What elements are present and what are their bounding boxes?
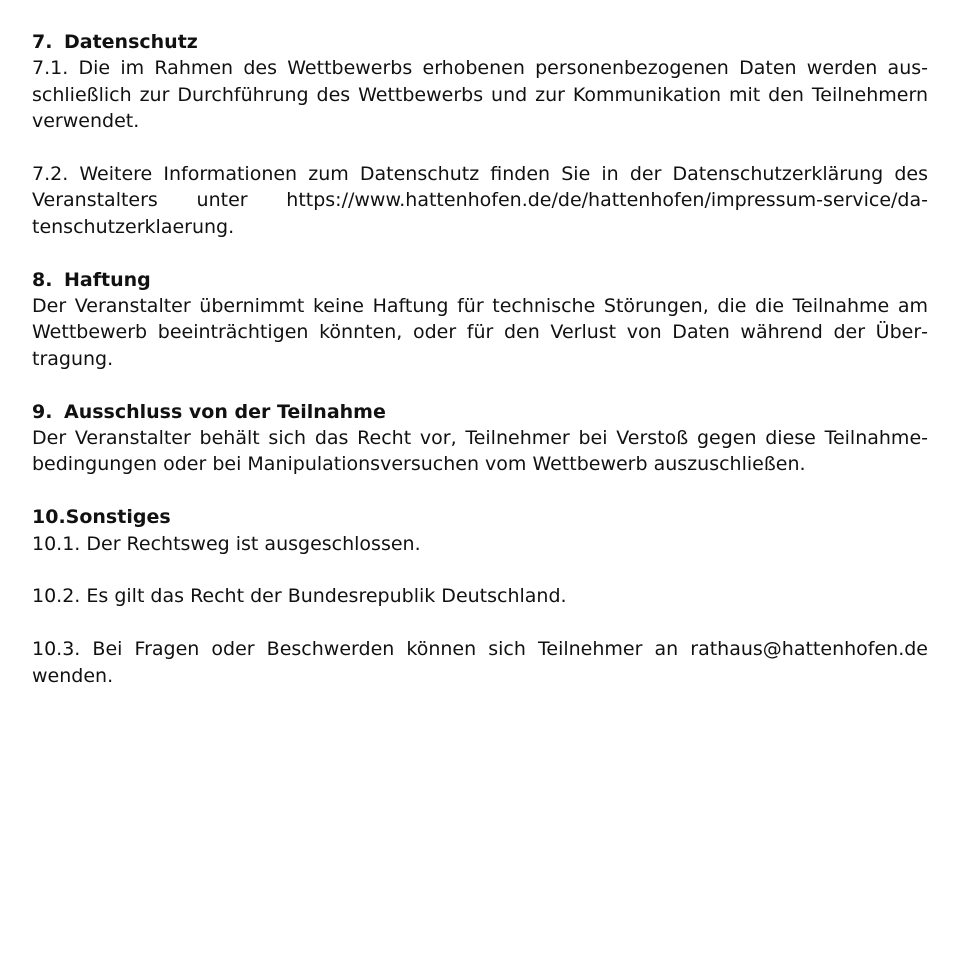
section-sonstiges (32, 504, 928, 689)
section-haftung (32, 267, 928, 373)
section-title: Haftung (64, 268, 151, 291)
paragraph: 7.2. Weitere Informationen zum Datenschutz finden Sie in der Datenschutzerklärung des Veranstalters unter https://www.hattenhofen.de/de/hattenhofen/impressum-service/datenschutzerklaerung. (32, 163, 928, 238)
section-number: 9. (32, 400, 53, 423)
paragraph: 10.1. Der Rechtsweg ist ausgeschlossen. (32, 532, 421, 555)
paragraph: 10.3. Bei Fragen oder Beschwerden können sich Teilnehmer an rathaus@hattenhofen.de wenden. (32, 638, 928, 687)
section-heading (32, 29, 928, 55)
section-datenschutz (32, 29, 928, 240)
section-number: 10. (32, 506, 66, 529)
document-page (32, 29, 928, 689)
section-title: Sonstiges (65, 506, 171, 529)
paragraph: Der Veranstalter übernimmt keine Haftung für technische Störungen, die die Teilnahme am Wettbewerb beeinträchtigen könnten, oder für den Verlust von Daten während der Übertragung. (32, 295, 928, 370)
paragraph: Der Veranstalter behält sich das Recht vor, Teilnehmer bei Verstoß gegen diese Teilnahmebedingungen oder bei Manipulationsversuchen vom Wettbewerb auszuschließen. (32, 427, 928, 476)
section-heading (32, 504, 928, 530)
section-heading (32, 399, 928, 425)
section-number: 8. (32, 268, 53, 291)
section-title: Datenschutz (64, 31, 198, 53)
section-title: Ausschluss von der Teilnahme (64, 400, 386, 423)
paragraph: 7.1. Die im Rahmen des Wettbewerbs erhobenen personenbezogenen Daten werden ausschließlich zur Durchführung des Wettbewerbs und zur Kommunikation mit den Teilnehmern verwendet. (32, 57, 928, 133)
paragraph: 10.2. Es gilt das Recht der Bundesrepublik Deutschland. (32, 585, 567, 608)
section-number: 7. (32, 31, 53, 53)
section-heading (32, 267, 928, 293)
section-ausschluss (32, 399, 928, 478)
